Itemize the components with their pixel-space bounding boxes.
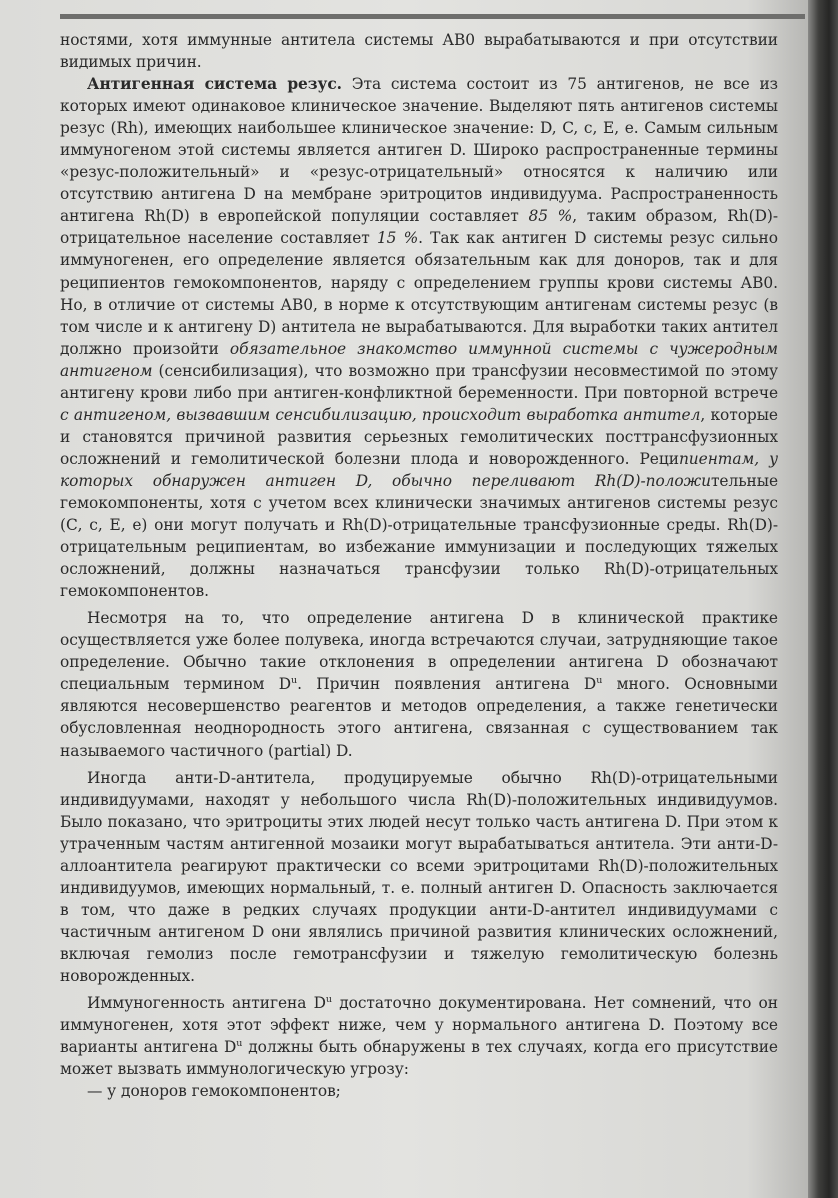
list-item: — у доноров гемокомпонентов; (87, 1082, 341, 1101)
anti-d-paragraph: Иногда анти-D-антитела, продуцируемые обычно Rh(D)-отрицательными индивидуумами, находят у небольшого числа Rh(D)-положительных индивидуумов. Было показано, что эритроциты этих людей несут только часть антигена D. При этом к утраченным частям антигенной мозаики могут вырабатываться антитела. Эти анти-D-аллоантитела реагируют практически со всеми эритроцитами Rh(D)-положительных индивидуумов, имеющих нормальный, т. е. полный антиген D. Опасность заключается в том, что даже в редких случаях продукции анти-D-антител индивидуумами с частичным антигеном D они являлись причиной развития клинических осложнений, включая гемолиз после гемотрансфузии и тяжелую гемолитическую болезнь новорожденных. (60, 768, 778, 985)
header-rule (60, 14, 805, 19)
section-heading: Антигенная система резус. (87, 75, 342, 94)
immunogenicity-paragraph: Иммуногенность антигена $D^u$ достаточно документирована. Нет сомнений, что он иммуногенен, хотя этот эффект ниже, чем у нормального антигена D. Поэтому все варианты антигена $D^u$ должны быть обнаружены в тех случаях, когда его присутствие может вызвать иммунологическую угрозу: (60, 994, 778, 1079)
du-paragraph: Несмотря на то, что определение антигена D в клинической практике осуществляется уже более полувека, иногда встречаются случаи, затрудняющие такое определение. Обычно такие отклонения в определении антигена D обозначают специальным термином $D^u$. Причин появления антигена $D^u$ много. Основными являются несовершенство реагентов и методов определения, а также генетически обусловленная неоднородность этого антигена, связанная с существованием так называемого частичного (partial) D. (60, 609, 778, 760)
rh-system-paragraph: Антигенная система резус. Эта система состоит из 75 антигенов, не все из которых имеют одинаковое клиническое значение. Выделяют пять антигенов системы резус (Rh), имеющих наибольшее клиническое значение: D, C, c, E, e. Самым сильным иммуногеном этой системы является антиген D. Широко распространенные термины «резус-положительный» и «резус-отрицательный» относятся к наличию или отсутствию антигена D на мембране эритроцитов индивидуума. Распространенность антигена Rh(D) в европейской популяции составляет 85 %, таким образом, Rh(D)-отрицательное население составляет 15 %. Так как антиген D системы резус сильно иммуногенен, его определение является обязательным как для доноров, так и для реципиентов гемокомпонентов, наряду с определением группы крови системы АВ0. Но, в отличие от системы АВ0, в норме к отсутствующим антигенам системы резус (в том числе и к антигену D) антитела не вырабатываются. Для выработки таких антител должно произойти обязательное знакомство иммунной системы с чужеродным антигеном (сенсибилизация), что возможно при трансфузии несовместимой по этому антигену крови либо при антиген-конфликтной беременности. При повторной встрече с антигеном, вызвавшим сенсибилизацию, происходит выработка антител, которые и становятся причиной развития серьезных гемолитических посттрансфузионных осложнений и гемолитической болезни плода и новорожденного. Реципиентам, у которых обнаружен антиген D, обычно переливают Rh(D)-положительные гемокомпоненты, хотя с учетом всех клинически значимых антигенов системы резус (С, с, Е, е) они могут получать и Rh(D)-отрицательные трансфузионные среды. Rh(D)-отрицательным реципиентам, во избежание иммунизации и последующих тяжелых осложнений, должны назначаться трансфузии только Rh(D)-отрицательных гемокомпонентов. (60, 75, 779, 601)
intro-paragraph: ностями, хотя иммунные антитела системы АВ0 вырабатываются и при отсутствии видимых причин. (60, 31, 778, 72)
book-spine-shadow (808, 0, 838, 1198)
dash-list (60, 1080, 778, 1102)
page-text (60, 29, 778, 1102)
